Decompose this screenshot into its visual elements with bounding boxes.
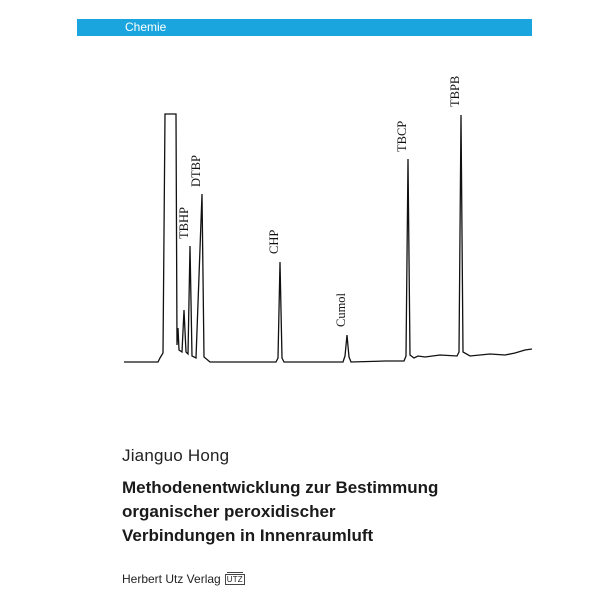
publisher (122, 572, 245, 586)
peak-label-tbhp: TBHP (177, 207, 191, 239)
peak-label-dtbp: DTBP (189, 155, 203, 187)
book-title (122, 476, 562, 548)
author-name: Jianguo Hong (122, 446, 230, 465)
series-label: Chemie (125, 20, 167, 34)
peak-label-tbpb: TBPB (448, 75, 462, 107)
publisher-logo: UTZ (226, 574, 243, 584)
peak-label-cumol: Cumol (334, 292, 348, 327)
peak-label-tbcp: TBCP (395, 120, 409, 152)
title-line: Verbindungen in Innenraumluft (122, 526, 374, 545)
title-line: Methodenentwicklung zur Bestimmung (122, 478, 439, 497)
peak-label-chp: CHP (267, 229, 281, 254)
title-line: organischer peroxidischer (122, 502, 336, 521)
publisher-name: Herbert Utz Verlag (122, 572, 221, 586)
